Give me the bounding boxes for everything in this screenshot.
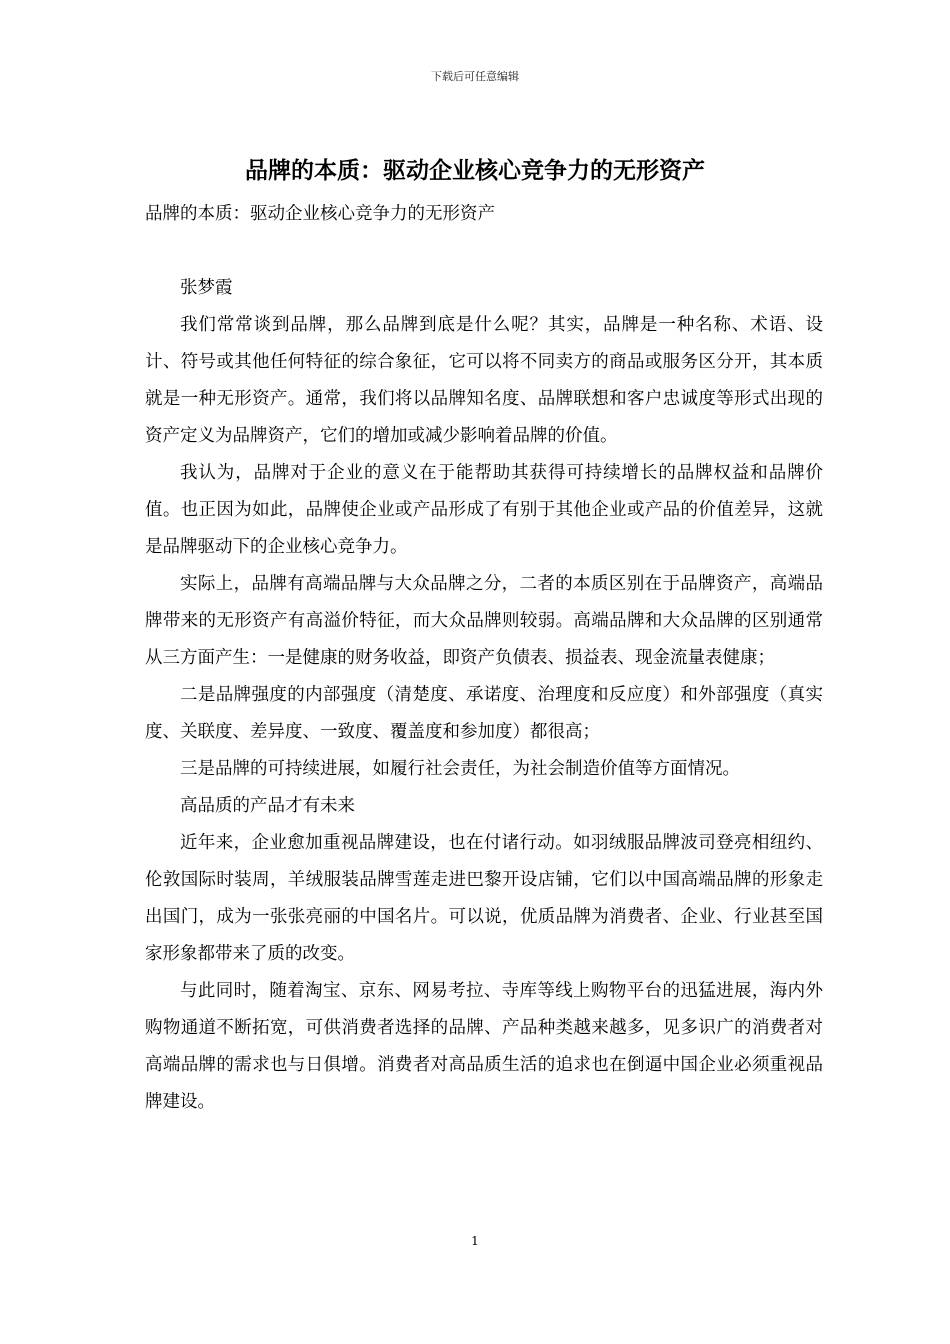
paragraph: 实际上，品牌有高端品牌与大众品牌之分，二者的本质区别在于品牌资产，高端品牌带来的无形资产有高溢价特征，而大众品牌则较弱。高端品牌和大众品牌的区别通常从三方面产生：一是健康的财务收益，即资产负债表、损益表、现金流量表健康；: [145, 574, 823, 668]
header-note: 下载后可任意编辑: [431, 70, 519, 83]
author-name: 张梦霞: [180, 278, 233, 298]
blank-line: [145, 233, 823, 270]
paragraph: 与此同时，随着淘宝、京东、网易考拉、寺库等线上购物平台的迅猛进展，海内外购物通道不断拓宽，可供消费者选择的品牌、产品种类越来越多，见多识广的消费者对高端品牌的需求也与日俱增。消费者对高品质生活的追求也在倒逼中国企业必须重视品牌建设。: [145, 981, 823, 1112]
paragraph: 近年来，企业愈加重视品牌建设，也在付诸行动。如羽绒服品牌波司登亮相纽约、伦敦国际时装周，羊绒服装品牌雪莲走进巴黎开设店铺，它们以中国高端品牌的形象走出国门，成为一张张亮丽的中国名片。可以说，优质品牌为消费者、企业、行业甚至国家形象都带来了质的改变。: [145, 833, 823, 964]
paragraph: 三是品牌的可持续进展，如履行社会责任，为社会制造价值等方面情况。: [180, 759, 740, 779]
subtitle-line: 品牌的本质：驱动企业核心竞争力的无形资产: [145, 204, 495, 224]
document-title: 品牌的本质：驱动企业核心竞争力的无形资产: [245, 157, 705, 184]
document-body: [145, 196, 823, 1121]
paragraph: 我们常常谈到品牌，那么品牌到底是什么呢？其实，品牌是一种名称、术语、设计、符号或其他任何特征的综合象征，它可以将不同卖方的商品或服务区分开，其本质就是一种无形资产。通常，我们将以品牌知名度、品牌联想和客户忠诚度等形式出现的资产定义为品牌资产，它们的增加或减少影响着品牌的价值。: [145, 315, 823, 446]
page-number: 1: [471, 1234, 479, 1248]
paragraph: 二是品牌强度的内部强度（清楚度、承诺度、治理度和反应度）和外部强度（真实度、关联度、差异度、一致度、覆盖度和参加度）都很高；: [145, 685, 823, 742]
paragraph: 我认为，品牌对于企业的意义在于能帮助其获得可持续增长的品牌权益和品牌价值。也正因为如此，品牌使企业或产品形成了有别于其他企业或产品的价值差异，这就是品牌驱动下的企业核心竞争力。: [145, 463, 823, 557]
section-heading: 高品质的产品才有未来: [180, 796, 355, 816]
